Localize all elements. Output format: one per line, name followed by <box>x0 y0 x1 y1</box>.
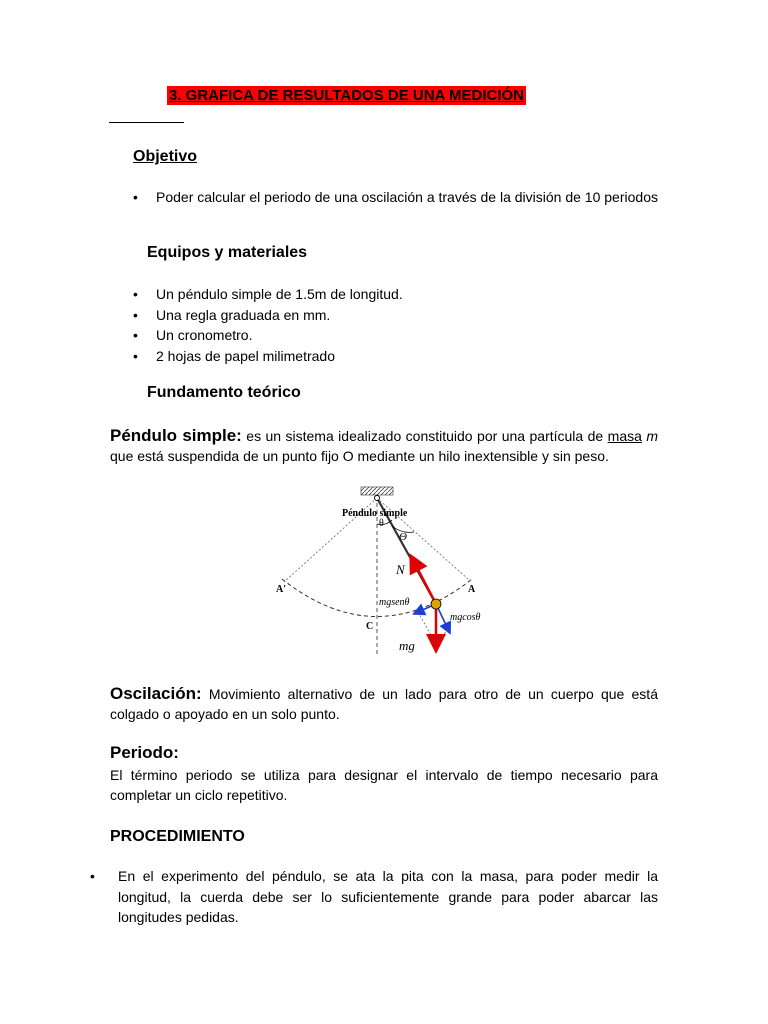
equipos-list <box>133 284 633 366</box>
figure-title: Péndulo simple <box>342 508 408 519</box>
procedimiento-heading: PROCEDIMIENTO <box>110 828 245 845</box>
component-guide <box>418 612 436 644</box>
point-c-label: C <box>366 621 374 632</box>
tension-label: N <box>396 562 405 577</box>
objetivo-list <box>133 187 658 208</box>
list-item: • Un péndulo simple de 1.5m de longitud. <box>133 284 633 305</box>
pendulo-paragraph: Péndulo simple: es un sistema idealizado constituido por una partícula de masa m que está suspendida de un punto fijo O mediante un hilo inextensible y sin peso. <box>110 426 658 464</box>
point-a-prime-label: A' <box>276 584 286 595</box>
ceiling-support <box>361 487 393 495</box>
theta-cap-label: Θ <box>399 531 407 543</box>
normal-force-label: mgcosθ <box>450 612 481 623</box>
theta-label: θ <box>379 518 384 529</box>
masa-link: masa <box>607 428 642 444</box>
objetivo-heading: Objetivo <box>133 148 198 165</box>
list-item: • Un cronometro. <box>133 325 633 346</box>
pendulum-diagram <box>268 484 526 660</box>
list-item: • En el experimento del péndulo, se ata la pita con la masa, para poder medir la longitud, la cuerda debe ser lo suficientemente grande para poder abarcar las longitudes pedidas. <box>90 866 658 928</box>
point-a-label: A <box>468 584 476 595</box>
list-item: • Poder calcular el periodo de una oscilación a través de la división de 10 periodos <box>133 187 658 208</box>
equipos-heading: Equipos y materiales <box>147 244 308 261</box>
list-item: • 2 hojas de papel milimetrado <box>133 346 633 367</box>
fundamento-heading: Fundamento teórico <box>147 384 301 401</box>
procedimiento-list <box>90 866 658 928</box>
periodo-paragraph: El término periodo se utiliza para designar el intervalo de tiempo necesario para completar un ciclo repetitivo. <box>110 767 658 803</box>
pivot-point <box>375 496 380 501</box>
list-item: • Una regla graduada en mm. <box>133 305 633 326</box>
tension-arrow <box>414 562 436 604</box>
pendulum-bob <box>431 599 441 609</box>
weight-label: mg <box>399 638 415 653</box>
pendulo-term: Péndulo simple: <box>110 426 242 445</box>
tangential-force-label: mgsenθ <box>379 597 410 608</box>
oscilacion-paragraph: Oscilación: Movimiento alternativo de un lado para otro de un cuerpo que está colgado o apoyado en un solo punto. <box>110 684 658 722</box>
component-guide <box>436 629 448 644</box>
divider <box>109 122 184 123</box>
periodo-term: Periodo: <box>110 743 179 762</box>
oscilacion-term: Oscilación: <box>110 684 202 703</box>
page-title: 3. GRAFICA DE RESULTADOS DE UNA MEDICIÓN <box>169 87 525 104</box>
